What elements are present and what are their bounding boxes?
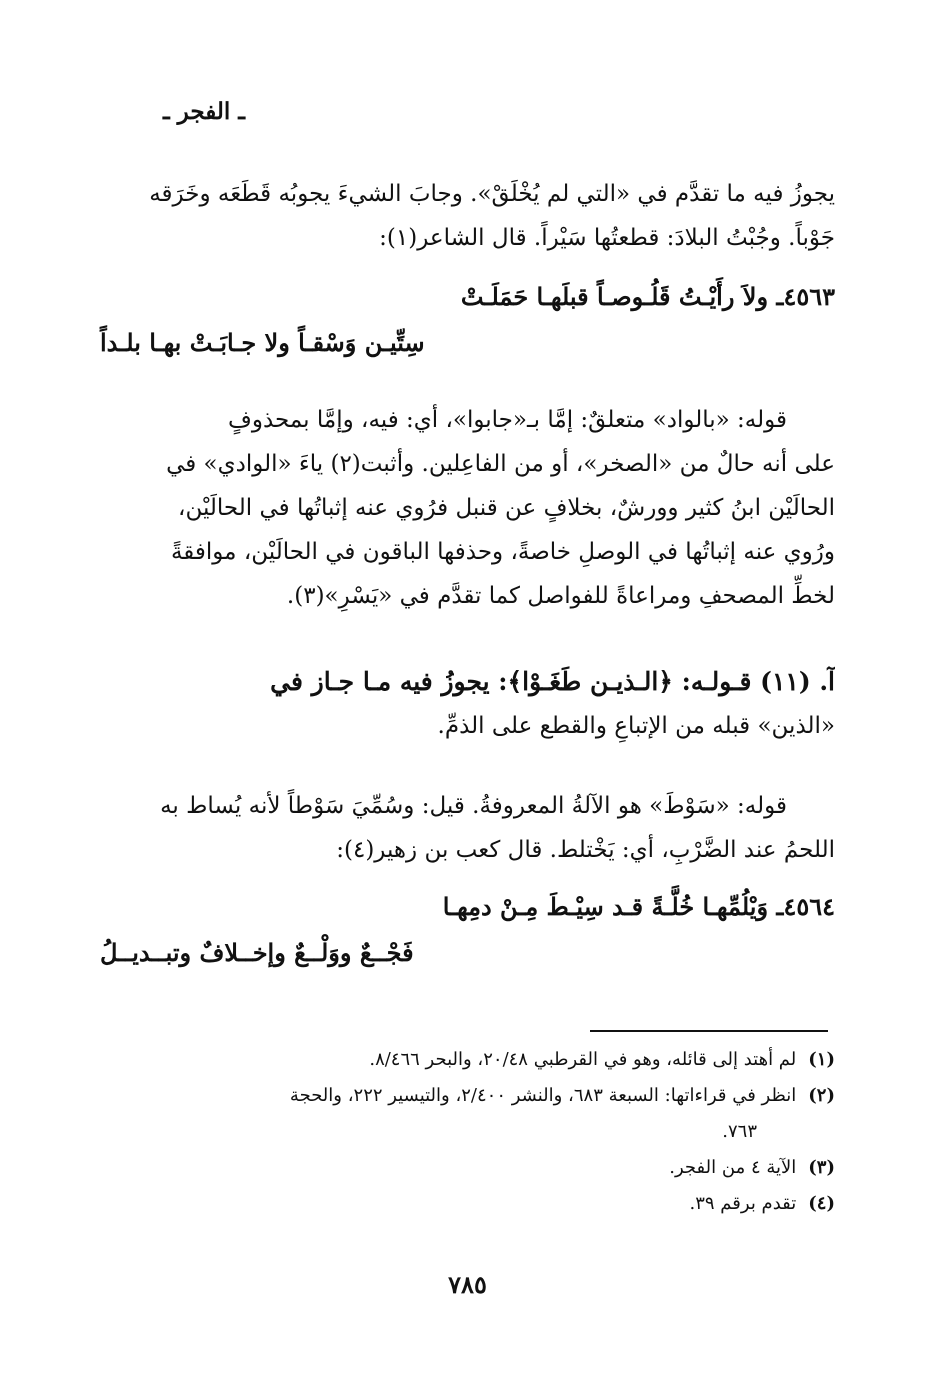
footnote-number: (١)	[808, 1049, 835, 1070]
footnote-text: الآية ٤ من الفجر.	[669, 1157, 797, 1178]
verse-hemistich-1: ٤٥٦٣ـ ولاَ رأَيْـتُ قَلُـوصـاً قبلَهـا حَمَلَـتْ	[460, 282, 835, 311]
footnote-3	[100, 1150, 835, 1186]
text-line: يجوزُ فيه ما تقدَّم في «التي لم يُخْلَقْ». وجابَ الشيءَ يجوبُه قَطَعَه وخَرَقه	[149, 181, 835, 207]
verse-hemistich-2: سِتِّيـن وَسْقـاً ولا جـابَـتْ بهـا بلـداً	[100, 328, 425, 357]
footnote-text: تقدم برقم ٣٩.	[689, 1193, 797, 1214]
text-line: على أنه حالٌ من «الصخر»، أو من الفاعِلين. وأثبت(٢) ياءَ «الوادي» في	[166, 451, 835, 477]
paragraph-2	[100, 398, 835, 618]
footnote-text: انظر في قراءاتها: السبعة ٦٨٣، والنشر ٢/٤٠٠، والتيسير ٢٢٢، والحجة	[289, 1085, 797, 1106]
text-line: الحالَيْن ابنُ كثير وورشٌ، بخلافٍ عن قنبل فرُوي عنه إثباتُها في الحالَيْن،	[178, 495, 835, 521]
footnote-separator	[590, 1030, 828, 1032]
text-line: جَوْباً. وجُبْتُ البلادَ: قطعتُها سَيْراً. قال الشاعر(١):	[379, 225, 835, 251]
running-header: ـ الفجر ـ	[162, 98, 245, 125]
footnote-2-continuation: ٧٦٣.	[722, 1121, 757, 1142]
footnote-2	[100, 1078, 835, 1114]
text-line: لخطِّ المصحفِ ومراعاةً للفواصل كما تقدَّم في «يَسْرِ»(٣).	[286, 583, 835, 609]
footnote-text: لم أهتد إلى قائله، وهو في القرطبي ٢٠/٤٨، والبحر ٨/٤٦٦.	[369, 1049, 797, 1070]
paragraph-1	[100, 172, 835, 260]
verse-hemistich-2: فَجْــعٌ ووَلْــعٌ وإخــلافٌ وتبــديــلُ	[100, 938, 414, 967]
paragraph-3	[100, 660, 835, 748]
footnote-4	[100, 1186, 835, 1222]
text-line: ورُوي عنه إثباتُها في الوصلِ خاصةً، وحذفها الباقون في الحالَيْن، موافقةً	[170, 539, 835, 565]
verse-heading-line: آ. (١١) قـولـه: ﴿الـذيـن طَغَـوْا﴾: يجوزُ فيه مـا جـاز في	[270, 667, 835, 696]
footnotes	[100, 1042, 835, 1222]
footnote-number: (٢)	[808, 1085, 835, 1106]
page-number: ٧٨٥	[448, 1270, 487, 1299]
text-line: اللحمُ عند الضَّرْبِ، أي: يَخْتلط. قال كعب بن زهير(٤):	[336, 837, 835, 863]
footnote-number: (٤)	[808, 1193, 835, 1214]
verse-4564	[100, 884, 835, 976]
paragraph-4	[100, 784, 835, 872]
verse-4563	[100, 274, 835, 366]
footnote-number: (٣)	[808, 1157, 835, 1178]
text-line: «الذين» قبله من الإتباعِ والقطع على الذمِّ.	[437, 713, 835, 739]
text-line: قوله: «سَوْطَ» هو الآلةُ المعروفةُ. قيل: وسُمِّيَ سَوْطاً لأنه يُساط به	[160, 793, 787, 819]
footnote-1	[100, 1042, 835, 1078]
verse-hemistich-1: ٤٥٦٤ـ وَيْلُمِّهـا خُلَّـةً قـد سِيْـطَ مِـنْ دمِهـا	[442, 892, 835, 921]
text-line: قوله: «بالواد» متعلقٌ: إمَّا بـ«جابوا»، أي: فيه، وإمَّا بمحذوفٍ	[228, 407, 787, 433]
